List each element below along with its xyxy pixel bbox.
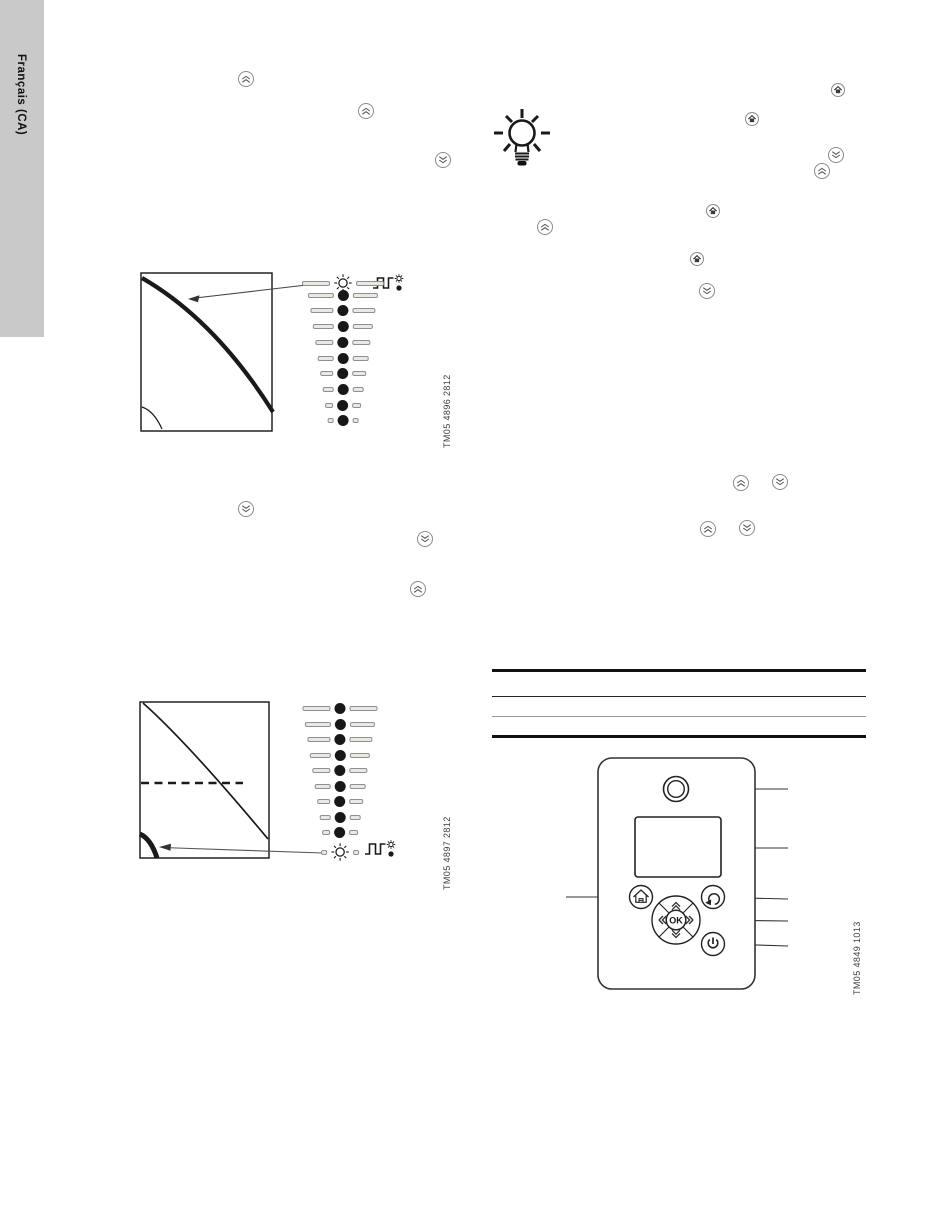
down-chevron-button-icon	[417, 531, 433, 547]
table-rule	[492, 669, 866, 672]
grundfos-eye-icon	[664, 777, 689, 802]
up-chevron-button-icon	[238, 71, 254, 87]
display-screen	[635, 817, 721, 877]
home-button-icon	[706, 204, 720, 218]
down-chevron-button-icon	[828, 147, 844, 163]
up-chevron-button-icon	[410, 581, 426, 597]
home-button-icon	[630, 886, 653, 909]
down-chevron-button-icon	[772, 474, 788, 490]
table-rule	[492, 735, 866, 738]
home-button-icon	[745, 112, 759, 126]
tm-code-2: TM05 4897 2812	[442, 816, 452, 890]
down-chevron-button-icon	[699, 283, 715, 299]
table-rule	[492, 716, 866, 717]
language-label: Français (CA)	[15, 54, 27, 136]
up-chevron-button-icon	[358, 103, 374, 119]
up-chevron-button-icon	[700, 521, 716, 537]
navigation-pad	[652, 896, 700, 944]
home-button-icon	[690, 252, 704, 266]
down-chevron-button-icon	[238, 501, 254, 517]
up-chevron-button-icon	[537, 219, 553, 235]
tm-code-1: TM05 4896 2812	[442, 374, 452, 448]
back-button-icon	[702, 886, 725, 909]
ok-label: OK	[669, 915, 683, 926]
power-button-icon	[702, 933, 725, 956]
tm-code-3: TM05 4849 1013	[852, 921, 862, 995]
home-button-icon	[831, 83, 845, 97]
up-chevron-button-icon	[814, 163, 830, 179]
down-chevron-button-icon	[739, 520, 755, 536]
up-chevron-button-icon	[733, 475, 749, 491]
down-chevron-button-icon	[435, 152, 451, 168]
table-rule	[492, 696, 866, 697]
control-panel-figure	[560, 753, 800, 1001]
